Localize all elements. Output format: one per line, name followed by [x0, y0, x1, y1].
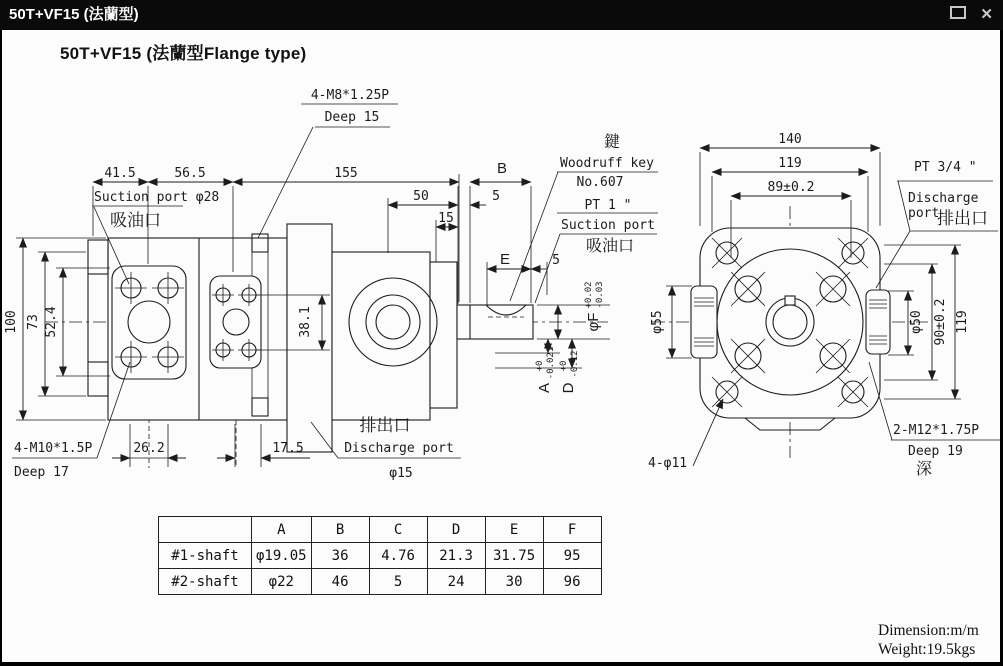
table-cell: φ19.05	[252, 543, 312, 569]
table-cell: 96	[543, 569, 601, 595]
dim-38-1: 38.1	[298, 306, 313, 338]
table-header-D: D	[427, 517, 485, 543]
close-button[interactable]	[980, 0, 993, 30]
dim-A: A	[536, 382, 553, 394]
table-cell: 30	[485, 569, 543, 595]
m8-depth-label: Deep 15	[324, 110, 380, 125]
callout-m12	[869, 362, 1000, 478]
discharge-en-label: Discharge port	[344, 441, 454, 456]
dim-50: 50	[413, 189, 429, 204]
restore-button[interactable]	[950, 6, 966, 24]
key-cn-label: 鍵	[603, 134, 621, 151]
suction2-cn-label: 吸油口	[585, 238, 635, 255]
table-corner-cell	[159, 517, 252, 543]
dim-73: 73	[26, 314, 41, 330]
dim-D-tol-upper: +0	[559, 360, 569, 372]
dim-89: 89±0.2	[767, 180, 815, 195]
m10-spec-label: 4-M10*1.5P	[14, 441, 93, 456]
table-row	[159, 569, 602, 595]
table-cell: φ22	[252, 569, 312, 595]
discharge-cn-label: 排出口	[359, 416, 411, 435]
m12-depth-label: Deep 19	[908, 444, 963, 459]
row-name-cell: #1-shaft	[159, 543, 252, 569]
shaft-dimension-table	[158, 516, 602, 595]
m10-depth-label: Deep 17	[14, 465, 69, 480]
callout-pt34-discharge	[876, 160, 998, 288]
side-bottom-dimensions	[112, 424, 310, 467]
drawing-title: 50T+VF15 (法蘭型Flange type)	[60, 44, 307, 63]
discharge2-en2-label: port	[908, 206, 940, 221]
table-cell: 4.76	[369, 543, 427, 569]
table-header-F: F	[543, 517, 601, 543]
suction2-en-label: Suction port	[561, 218, 655, 233]
footer-notes	[878, 621, 979, 659]
discharge2-en1-label: Discharge	[908, 191, 979, 206]
side-view	[4, 88, 658, 481]
dim-119-vertical: 119	[955, 310, 970, 334]
discharge-dia-label: φ15	[389, 466, 413, 481]
callout-discharge-side	[311, 416, 461, 481]
pt1-label: PT 1 "	[584, 198, 632, 213]
dim-52-4: 52.4	[44, 306, 59, 338]
window-title: 50T+VF15 (法蘭型)	[9, 6, 139, 23]
right-port-boss	[866, 290, 890, 354]
front-view-body	[652, 206, 928, 458]
dim-5-key: 5	[552, 253, 560, 268]
dim-phi55: φ55	[650, 310, 665, 334]
side-left-dimensions	[4, 238, 110, 420]
table-header-B: B	[311, 517, 369, 543]
table-cell: 95	[543, 543, 601, 569]
dim-90: 90±0.2	[933, 298, 948, 346]
table-cell: 31.75	[485, 543, 543, 569]
row-name-cell: #2-shaft	[159, 569, 252, 595]
dim-phiF-tol-upper: +0.02	[584, 281, 594, 309]
m12-spec-label: 2-M12*1.75P	[893, 423, 980, 438]
callout-m8	[258, 88, 398, 238]
table-header-row	[159, 517, 602, 543]
dim-5: 5	[492, 189, 500, 204]
table-cell: 36	[311, 543, 369, 569]
dim-140: 140	[778, 132, 802, 147]
dim-17-5: 17.5	[272, 441, 304, 456]
dim-100: 100	[4, 310, 19, 334]
close-icon: ✕	[980, 6, 993, 23]
dim-41-5: 41.5	[104, 166, 136, 181]
dim-155: 155	[334, 166, 358, 181]
table-header-E: E	[485, 517, 543, 543]
front-view	[648, 132, 1000, 478]
key-no-label: No.607	[576, 175, 624, 190]
suction-port-cn-label: 吸油口	[110, 211, 161, 230]
dim-A-tol-lower: -0.021	[546, 346, 556, 380]
left-port-boss	[691, 286, 717, 358]
table-header-A: A	[252, 517, 312, 543]
dim-D-tol-lower: -0.12	[570, 350, 580, 378]
discharge2-cn-label: 排出口	[937, 209, 988, 228]
dim-B: B	[496, 160, 508, 177]
table-cell: 21.3	[427, 543, 485, 569]
restore-icon	[950, 6, 966, 19]
dim-phi50: φ50	[909, 310, 924, 334]
dim-15: 15	[438, 211, 454, 226]
title-bar	[0, 0, 1003, 30]
suction-port-label: Suction port φ28	[94, 190, 220, 205]
dim-119: 119	[778, 156, 802, 171]
dim-56-5: 56.5	[174, 166, 206, 181]
table-cell: 46	[311, 569, 369, 595]
side-view-body	[45, 224, 608, 468]
m12-depth-cn-label: 深	[916, 461, 933, 478]
key-en-label: Woodruff key	[560, 156, 654, 171]
dim-D: D	[560, 382, 577, 394]
callout-woodruff-key	[510, 133, 658, 301]
dim-phiF-tol-lower: -0.03	[595, 281, 605, 309]
table-header-C: C	[369, 517, 427, 543]
dimension-note: Dimension:m/m	[878, 622, 979, 639]
table-row	[159, 543, 602, 569]
corner-hole-label: 4-φ11	[648, 456, 688, 471]
m8-spec-label: 4-M8*1.25P	[310, 88, 390, 103]
drawing-canvas	[2, 30, 1000, 662]
weight-note: Weight:19.5kgs	[878, 641, 976, 658]
dim-26-2: 26.2	[133, 441, 165, 456]
dim-phiF: φF	[585, 312, 602, 332]
dim-E: E	[499, 251, 511, 268]
table-cell: 24	[427, 569, 485, 595]
pt34-label: PT 3/4 "	[914, 160, 977, 175]
table-cell: 5	[369, 569, 427, 595]
dim-A-tol-upper: +0	[535, 360, 545, 372]
